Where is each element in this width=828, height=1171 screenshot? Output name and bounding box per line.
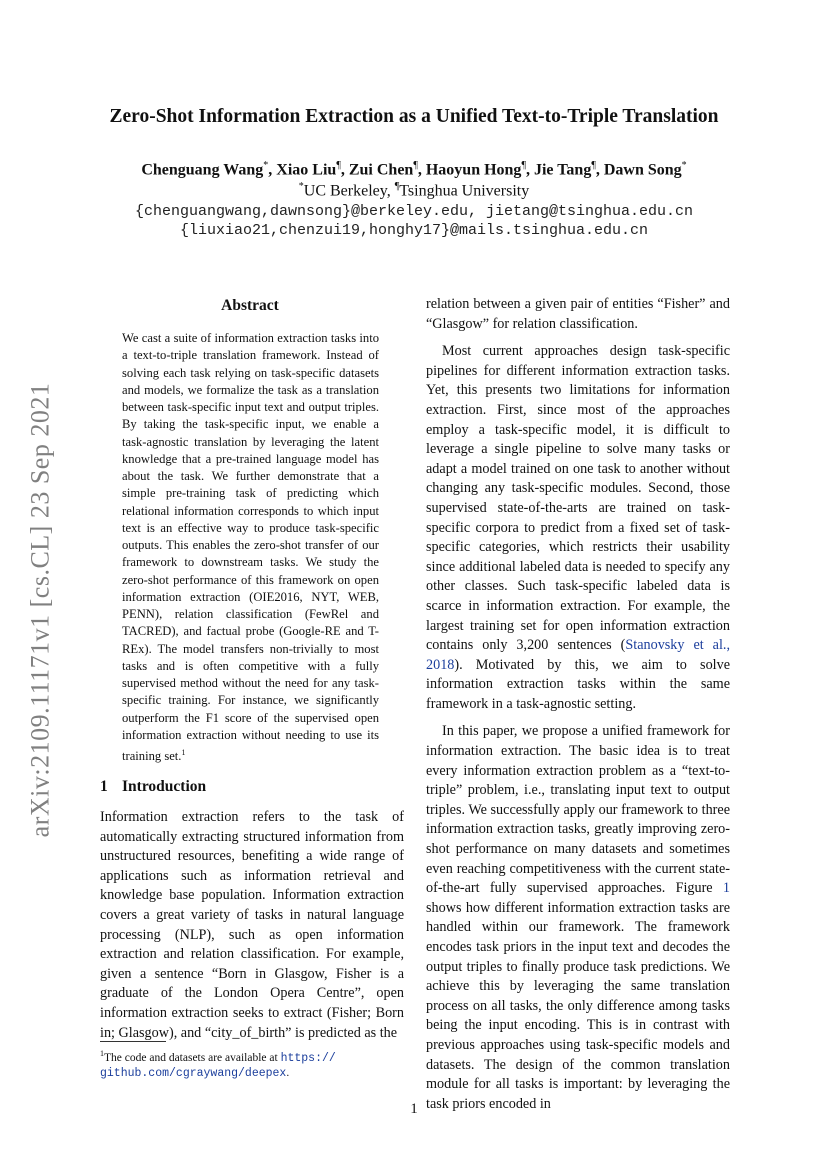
footnote-rule — [100, 1041, 166, 1042]
affiliation-mark: ¶ — [336, 160, 341, 171]
arxiv-identifier: arXiv:2109.11171v1 [cs.CL] 23 Sep 2021 — [25, 382, 55, 838]
footnote-text: The code and datasets are available at — [104, 1051, 281, 1064]
left-column-body — [100, 808, 404, 1043]
paragraph-text: ). Motivated by this, we aim to solve information extraction tasks within the same framework in a task-agnostic setting. — [426, 656, 730, 712]
right-column-body — [426, 295, 730, 1114]
affiliation-mark: ¶ — [394, 181, 400, 192]
url-part: https:// — [280, 1051, 336, 1065]
abstract-body: We cast a suite of information extraction tasks into a text-to-triple translation framework. Instead of solving each task relying on task-specific datasets and models, we formalize the task as a translation between task-specific input text and output triples. By taking the task-specific input, we enable a task-agnostic translation by leveraging the latent knowledge that a pre-trained language model has about the task. We further demonstrate that a simple pre-training task of predicting which relational information corresponds to which input text is an effective way to produce task-specific outputs. This enables the zero-shot transfer of our framework to downstream tasks. We study the zero-shot performance of this framework on open information extraction (OIE2016, NYT, WEB, PENN), relation classification (FewRel and TACRED), and factual probe (Google-RE and T-REx). The model transfers non-trivially to most tasks and is often competitive with a fully supervised method without the need for any task-specific training. For instance, we significantly outperform the F1 score of the supervised open information extraction without needing to use its training set. — [122, 331, 379, 764]
institution: Tsinghua University — [399, 182, 530, 200]
affiliation-mark: * — [298, 181, 304, 192]
affiliation-mark: ¶ — [521, 160, 526, 171]
author-emails-line-1: {chenguangwang,dawnsong}@berkeley.edu, jietang@tsinghua.edu.cn — [134, 203, 694, 220]
institution: UC Berkeley, — [303, 182, 395, 200]
abstract-heading: Abstract — [221, 297, 279, 314]
citation-link[interactable]: Stanovsky et al., 2018 — [426, 637, 730, 673]
affiliations — [0, 181, 828, 200]
author-emails-line-2: {liuxiao21,chenzui19,honghy17}@mails.tsinghua.edu.cn — [179, 222, 649, 239]
url-part: github.com/cgraywang/deepex — [100, 1066, 287, 1080]
author-name: , Xiao Liu — [268, 161, 337, 179]
paper-title: Zero-Shot Information Extraction as a Unified Text-to-Triple Translation — [109, 106, 719, 127]
author-name: , Jie Tang — [525, 161, 592, 179]
paragraph-text: shows how different information extraction tasks are handled within our framework. The framework encodes task priors in the input text and decodes the output triples to finally produce task predictions. We achieve this by leveraging the same translation process on all tasks, the only difference among tasks being the input encoding. This is in contrast with previous approaches using task-specific models and datasets. The design of the common translation module for all tasks is important: by leveraging the task priors encoded in — [426, 899, 730, 1112]
footnote-mark: 1 — [100, 1049, 104, 1058]
figure-reference-link[interactable]: 1 — [722, 880, 730, 897]
affiliation-mark: ¶ — [413, 160, 418, 171]
footnote-mark: 1 — [181, 748, 186, 757]
footnote — [100, 1046, 405, 1081]
paragraph: relation between a given pair of entities “Fisher” and “Glasgow” for relation classification. — [426, 296, 730, 332]
author-name: Chenguang Wang — [141, 161, 264, 179]
section-heading — [100, 778, 400, 796]
paragraph-text: Most current approaches design task-specific pipelines for different information extraction tasks. Yet, this presents two limitations for information extraction. First, since most of the approaches employ a task-specific model, it is difficult to leverage a single pipeline to solve many tasks or adapt a model trained on one task to another without changing any task-specific modules. Second, those supervised state-of-the-arts are trained on task-specific corpora to predict from a fixed set of task-specific categories, which restricts their usability since additional labeled data is needed to specify any other classes. Such task-specific labeled data is scarce in information extraction. For example, the largest training set for open information extraction contains only 3,200 sentences ( — [426, 343, 730, 654]
author-list — [0, 160, 828, 179]
author-name: , Dawn Song — [595, 161, 682, 179]
footnote-end: . — [286, 1066, 290, 1079]
arxiv-side-stamp — [10, 370, 70, 850]
section-number: 1 — [100, 778, 108, 795]
author-name: , Haoyun Hong — [417, 161, 522, 179]
page-number: 1 — [410, 1101, 418, 1117]
section-title: Introduction — [122, 778, 207, 795]
author-name: , Zui Chen — [340, 161, 414, 179]
paragraph — [426, 722, 730, 1114]
affiliation-mark: ¶ — [591, 160, 596, 171]
paragraph — [426, 342, 730, 714]
affiliation-mark: * — [263, 160, 269, 171]
paragraph: Information extraction refers to the task of automatically extracting structured information from unstructured resources, benefiting a wide range of applications such as information retrieval and knowledge base population. Information extraction covers a great variety of tasks in natural language processing (NLP), such as open information extraction and relation classification. For example, given a sentence “Born in Glasgow, Fisher is a graduate of the London Opera Centre”, open information extraction seeks to extract (Fisher; Born in; Glasgow), and “city_of_birth” is predicted as the — [100, 809, 404, 1041]
paragraph-text: In this paper, we propose a unified framework for information extraction. The basic idea is to treat every information extraction problem as a “text-to-triple” problem, i.e., translating input text to output triples. We successfully apply our framework to three information extraction tasks, greatly improving zero-shot performance on many datasets and sometimes even reaching competitiveness with the current state-of-the-art fully supervised approaches. Figure — [426, 723, 730, 897]
abstract-text — [122, 330, 379, 765]
affiliation-mark: * — [681, 160, 687, 171]
